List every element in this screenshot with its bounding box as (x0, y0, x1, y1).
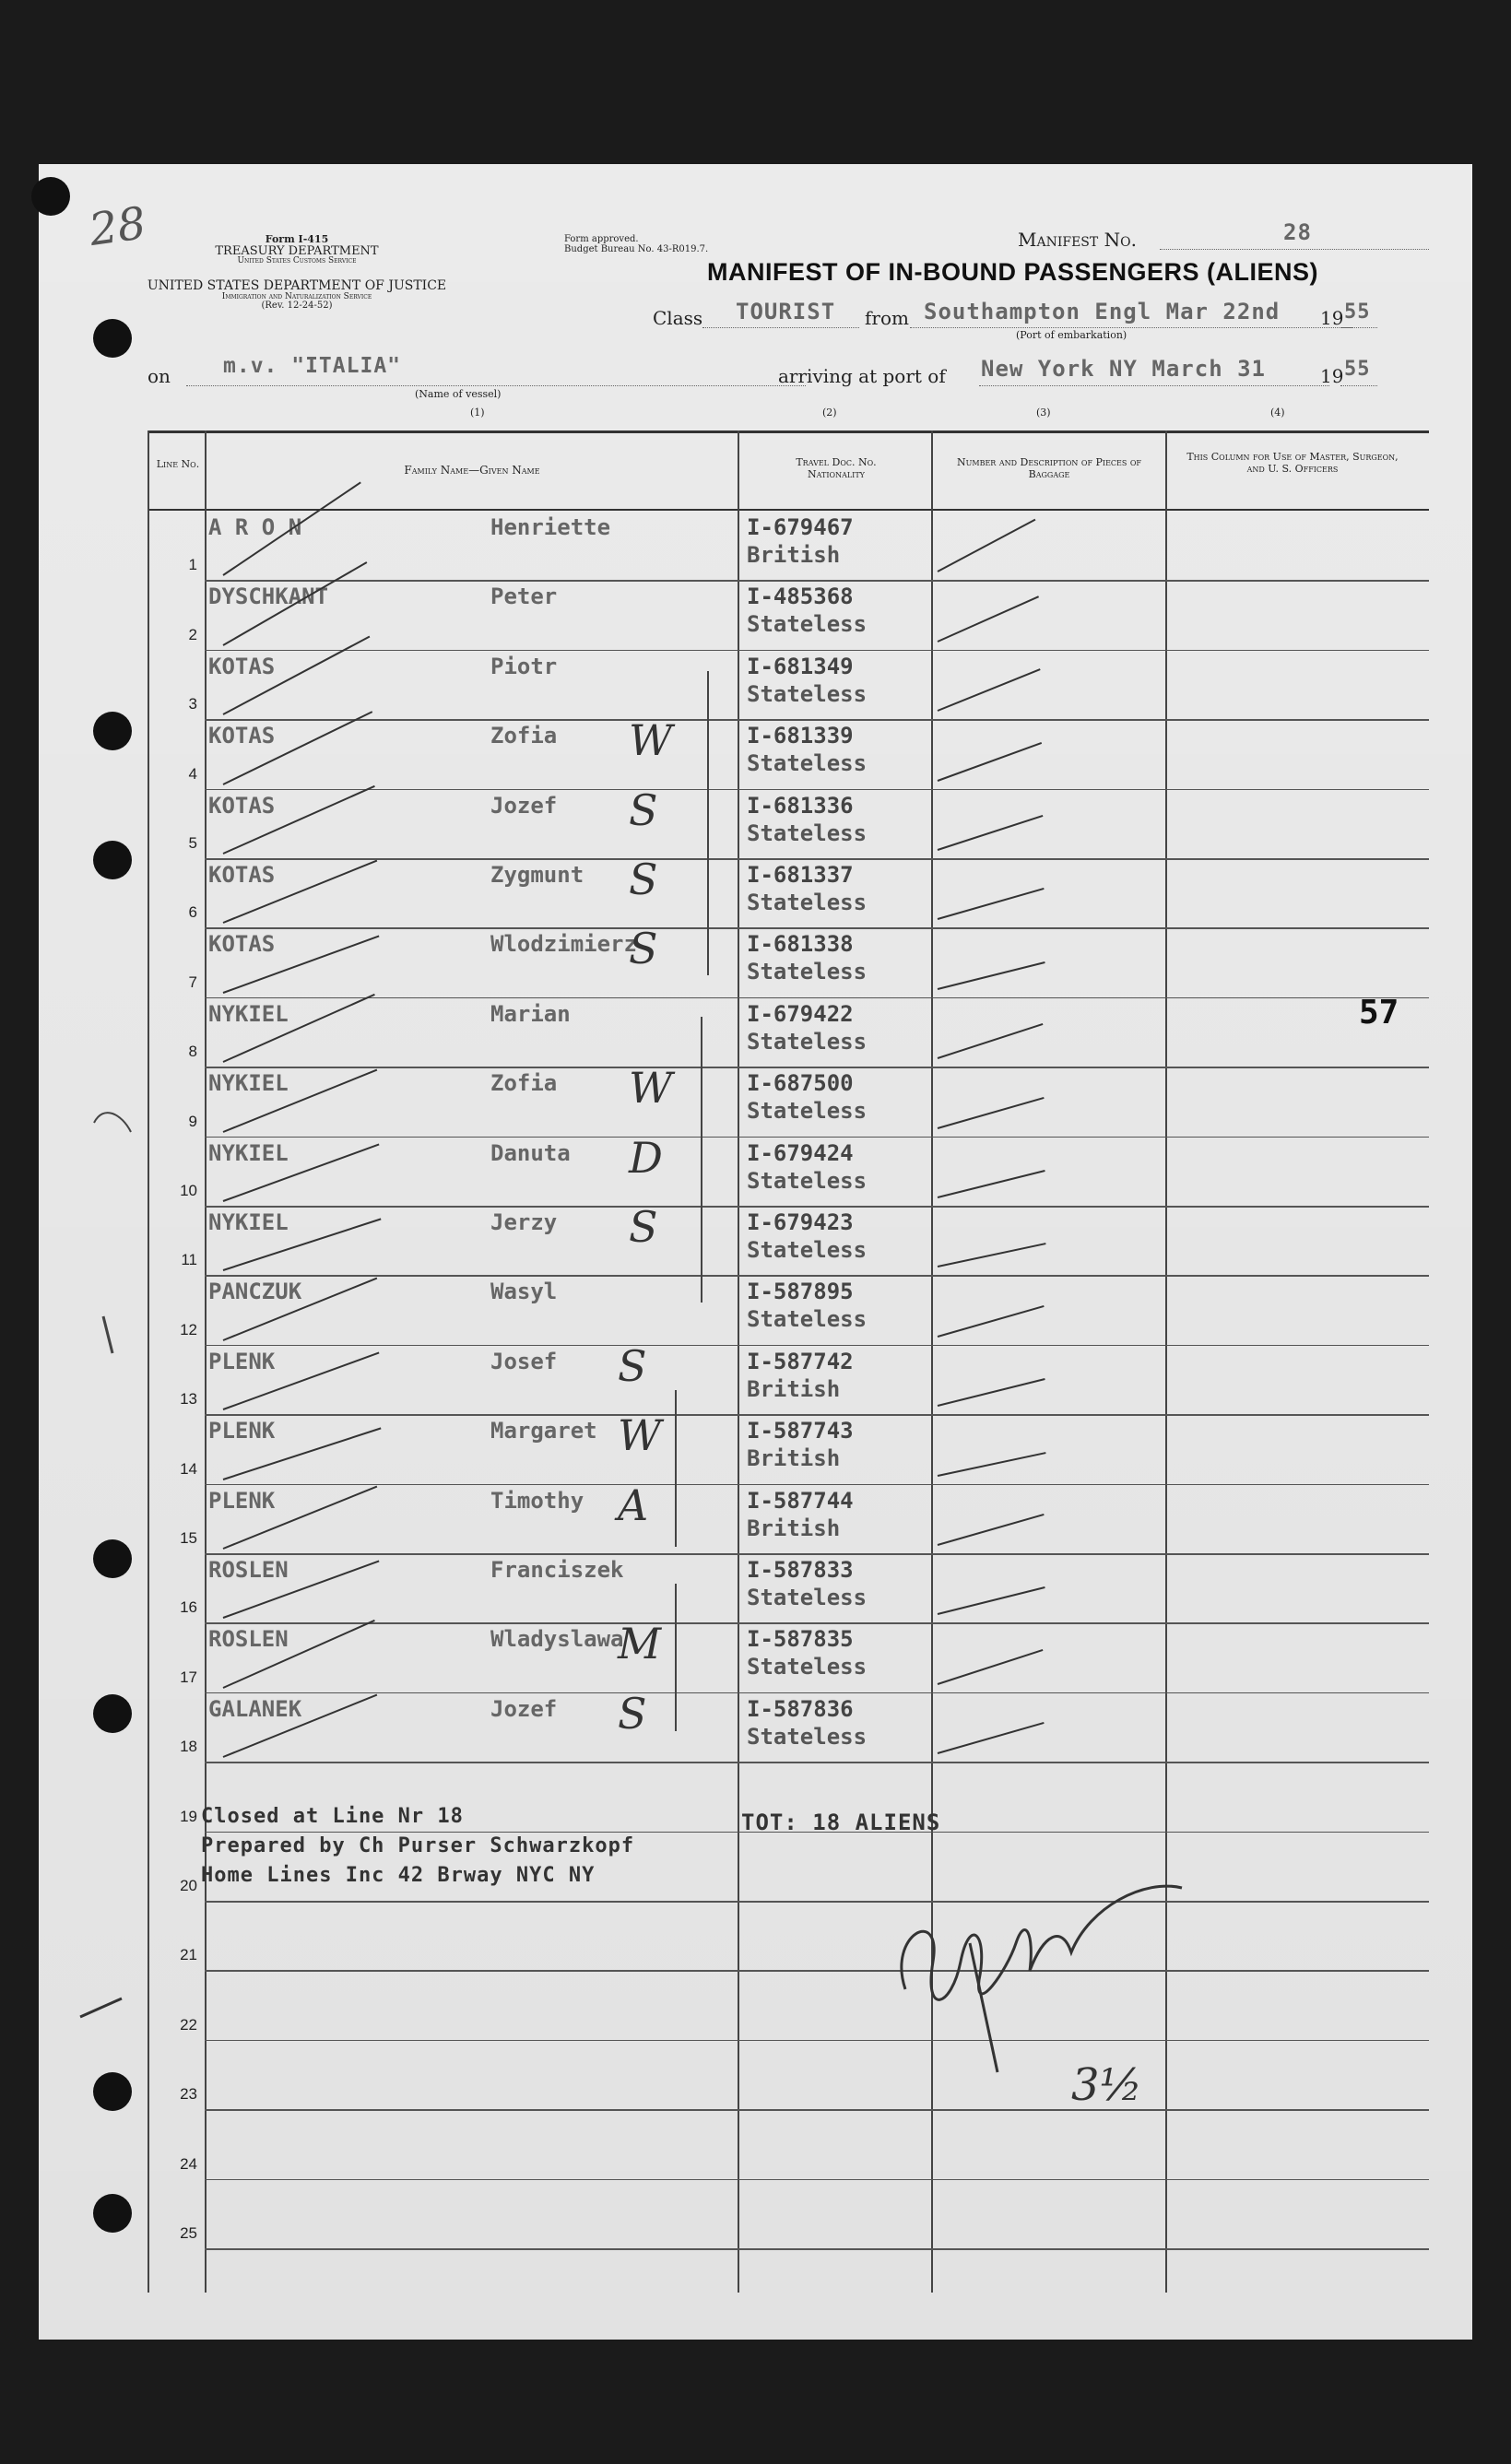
year-underline-2 (1340, 385, 1377, 386)
line-number: 10 (180, 1182, 197, 1199)
baggage-check-mark (938, 595, 1039, 643)
margin-marks (76, 1049, 168, 1418)
initial-mark: S (629, 1202, 658, 1252)
from-value: Southampton Engl Mar 22nd (924, 299, 1281, 324)
form-number: Form I-415 (265, 233, 329, 245)
justice-block (140, 279, 454, 312)
nationality: Stateless (747, 890, 868, 915)
punch-hole (93, 712, 132, 750)
given-name: Jerzy (490, 1209, 558, 1235)
from-label: from (865, 307, 909, 329)
nationality: Stateless (747, 959, 868, 985)
nationality: British (747, 1375, 841, 1402)
punch-hole (93, 319, 132, 358)
travel-doc-number: I-681338 (747, 931, 854, 958)
baggage-check-mark (938, 1097, 1045, 1129)
baggage-check-mark (938, 1305, 1045, 1338)
travel-doc-number: I-679423 (747, 1209, 854, 1235)
header-baggage: Number and Description of Pieces of Baggage (957, 456, 1141, 480)
nationality: Stateless (747, 1723, 868, 1750)
row-rule (205, 1414, 1429, 1416)
vessel-underline (186, 385, 806, 386)
budget-label: Budget Bureau No. 43-R019.7. (564, 244, 709, 254)
punch-hole (93, 841, 132, 879)
given-name: Zygmunt (490, 862, 584, 888)
family-name: ROSLEN (208, 1557, 289, 1583)
baggage-check-mark (938, 1243, 1046, 1267)
baggage-check-mark (938, 519, 1036, 572)
customs-label: United States Customs Service (237, 256, 357, 266)
travel-doc-number: I-679422 (747, 1000, 854, 1027)
given-name: Wasyl (490, 1279, 558, 1305)
baggage-check-mark (938, 1649, 1044, 1685)
family-name: NYKIEL (208, 1139, 289, 1166)
given-name: Jozef (490, 792, 558, 819)
closing-line-1: Closed at Line Nr 18 (201, 1805, 464, 1828)
line-number: 19 (180, 1807, 197, 1825)
family-name: PANCZUK (208, 1279, 302, 1305)
header-line-no: Line No. (156, 458, 200, 470)
from-underline (910, 327, 1352, 328)
row-rule (205, 997, 1429, 999)
class-label: Class (653, 307, 703, 329)
justice-label: UNITED STATES DEPARTMENT OF JUSTICE (147, 278, 447, 293)
family-name: KOTAS (208, 931, 276, 958)
row-rule (205, 2248, 1429, 2250)
given-name: Josef (490, 1348, 558, 1374)
baggage-check-mark (938, 888, 1045, 920)
travel-doc-number: I-681337 (747, 862, 854, 888)
fraction-annotation: 3½ (1071, 2059, 1143, 2109)
col-num-4: (4) (1270, 407, 1285, 419)
group-bracket (675, 1390, 677, 1547)
header-name: Family Name—Given Name (404, 464, 540, 477)
travel-doc-number: I-587833 (747, 1557, 854, 1583)
vessel-value: m.v. "ITALIA" (223, 354, 402, 378)
side-number: 57 (1359, 994, 1399, 1032)
nationality: Stateless (747, 750, 868, 777)
year-value-1: 55 (1344, 301, 1371, 324)
treasury-label: TREASURY DEPARTMENT (215, 243, 379, 258)
line-number: 22 (180, 2015, 197, 2034)
baggage-check-mark (938, 1722, 1045, 1754)
line-number: 24 (180, 2154, 197, 2173)
header-officers: This Column for Use of Master, Surgeon, and U. S. Officers (1186, 451, 1399, 475)
approved-label: Form approved. (564, 234, 639, 244)
travel-doc-number: I-587742 (747, 1348, 854, 1374)
row-rule (205, 1970, 1429, 1972)
row-rule (205, 858, 1429, 860)
given-name: Peter (490, 584, 558, 610)
line-number: 25 (180, 2224, 197, 2242)
row-rule (205, 1901, 1429, 1903)
baggage-check-mark (938, 1170, 1045, 1198)
baggage-check-mark (938, 742, 1042, 782)
family-name: ROSLEN (208, 1626, 289, 1653)
initial-mark: W (618, 1410, 662, 1461)
family-name: PLENK (208, 1348, 276, 1374)
nationality: Stateless (747, 1098, 868, 1125)
vessel-caption: (Name of vessel) (415, 388, 502, 400)
header-bottom-border (148, 509, 1429, 511)
line-number: 6 (188, 903, 197, 922)
initial-mark: S (629, 784, 658, 835)
manifest-no-underline (1160, 249, 1429, 250)
group-bracket (701, 1017, 702, 1303)
punch-hole (93, 2072, 132, 2111)
row-rule (205, 1762, 1429, 1763)
arrival-underline (979, 385, 1329, 386)
punch-hole (93, 1539, 132, 1578)
given-name: Wlodzimierz (490, 931, 637, 958)
initial-mark: A (618, 1480, 649, 1530)
given-name: Marian (490, 1000, 571, 1027)
travel-doc-number: I-485368 (747, 584, 854, 610)
travel-doc-number: I-681336 (747, 792, 854, 819)
nationality: Stateless (747, 680, 868, 707)
col-num-1: (1) (470, 407, 485, 419)
given-name: Franciszek (490, 1557, 624, 1583)
row-rule (205, 580, 1429, 582)
nationality: Stateless (747, 1237, 868, 1263)
row-rule (205, 2179, 1429, 2181)
nationality: British (747, 1515, 841, 1541)
line-number: 17 (180, 1668, 197, 1686)
line-number: 8 (188, 1043, 197, 1061)
nationality: Stateless (747, 1654, 868, 1680)
baggage-check-mark (938, 1023, 1044, 1059)
manifest-no-label: Manifest No. (1018, 229, 1137, 251)
family-name: NYKIEL (208, 1209, 289, 1235)
line-number: 13 (180, 1390, 197, 1409)
given-name: Piotr (490, 653, 558, 679)
family-name: DYSCHKANT (208, 584, 329, 610)
nationality: British (747, 542, 841, 568)
line-number: 20 (180, 1877, 197, 1894)
nationality: Stateless (747, 1167, 868, 1194)
year-prefix-2: 19 (1320, 365, 1344, 387)
group-bracket (707, 671, 709, 975)
nationality: Stateless (747, 1306, 868, 1333)
travel-doc-number: I-587895 (747, 1279, 854, 1305)
form-block (140, 234, 454, 266)
punch-hole (93, 1694, 132, 1733)
signature-scrawl (868, 1796, 1200, 2109)
line-number: 16 (180, 1598, 197, 1617)
row-rule (205, 1275, 1429, 1277)
line-number: 9 (188, 1112, 197, 1130)
family-name: KOTAS (208, 723, 276, 749)
given-name: Timothy (490, 1487, 584, 1514)
class-underline (702, 327, 859, 328)
baggage-check-mark (938, 1586, 1045, 1615)
initial-mark: W (629, 715, 673, 766)
family-name: GALANEK (208, 1695, 302, 1722)
family-name: KOTAS (208, 653, 276, 679)
travel-doc-number: I-681349 (747, 653, 854, 679)
family-name: NYKIEL (208, 1000, 289, 1027)
row-rule (205, 1345, 1429, 1347)
col-num-3: (3) (1036, 407, 1051, 419)
line-number: 18 (180, 1738, 197, 1756)
page-title: MANIFEST OF IN-BOUND PASSENGERS (ALIENS) (707, 258, 1319, 286)
initial-mark: M (618, 1619, 662, 1669)
line-number: 4 (188, 764, 197, 783)
revision-label: (Rev. 12-24-52) (261, 301, 333, 312)
baggage-check-mark (938, 815, 1044, 851)
baggage-check-mark (938, 961, 1045, 990)
closing-line-2: Prepared by Ch Purser Schwarzkopf (201, 1834, 635, 1857)
travel-doc-number: I-587835 (747, 1626, 854, 1653)
row-rule (205, 927, 1429, 929)
ins-label: Immigration and Naturalization Service (221, 291, 372, 301)
baggage-check-mark (938, 668, 1041, 712)
year-prefix-1: 19 (1320, 307, 1344, 329)
baggage-check-mark (938, 1378, 1045, 1407)
given-name: Zofia (490, 723, 558, 749)
given-name: Wladyslawa (490, 1626, 624, 1653)
row-rule (205, 650, 1429, 652)
initial-mark: S (618, 1688, 647, 1739)
nationality: Stateless (747, 819, 868, 846)
row-rule (205, 789, 1429, 791)
row-rule (205, 1622, 1429, 1624)
margin-tick (76, 1989, 131, 2026)
port-caption: (Port of embarkation) (1016, 329, 1127, 341)
baggage-check-mark (938, 1452, 1046, 1477)
initial-mark: W (629, 1063, 673, 1114)
travel-doc-number: I-587744 (747, 1487, 854, 1514)
arrival-value: New York NY March 31 (981, 356, 1266, 382)
travel-doc-number: I-679424 (747, 1139, 854, 1166)
family-name: PLENK (208, 1418, 276, 1444)
row-rule (205, 1484, 1429, 1486)
nationality: Stateless (747, 1585, 868, 1610)
line-number: 5 (188, 834, 197, 852)
row-rule (205, 1067, 1429, 1068)
header-travel-doc: Travel Doc. No. Nationality (796, 456, 877, 480)
row-rule (205, 1553, 1429, 1555)
initial-mark: D (629, 1132, 663, 1183)
initial-mark: S (618, 1340, 647, 1391)
initial-mark: S (629, 855, 658, 904)
line-number: 15 (180, 1529, 197, 1547)
travel-doc-number: I-679467 (747, 514, 854, 540)
line-number: 14 (180, 1459, 197, 1478)
given-name: Margaret (490, 1418, 597, 1444)
row-rule (205, 2040, 1429, 2042)
line-number: 12 (180, 1320, 197, 1338)
travel-doc-number: I-681339 (747, 723, 854, 749)
manifest-no-value: 28 (1283, 219, 1312, 245)
travel-doc-number: I-587743 (747, 1418, 854, 1444)
group-bracket (675, 1584, 677, 1731)
manifest-page (39, 164, 1472, 2340)
line-number: 7 (188, 973, 197, 991)
given-name: Henriette (490, 514, 611, 540)
arriving-label: arriving at port of (778, 365, 946, 387)
family-name: NYKIEL (208, 1070, 289, 1097)
col-num-2: (2) (822, 407, 837, 419)
nationality: Stateless (747, 1028, 868, 1055)
name-divider (738, 430, 739, 2293)
line-number: 1 (188, 556, 197, 574)
travel-doc-number: I-687500 (747, 1070, 854, 1097)
table-top-border (148, 430, 1429, 433)
given-name: Zofia (490, 1070, 558, 1097)
row-rule (205, 1137, 1429, 1138)
line-no-divider (205, 430, 207, 2293)
line-number: 2 (188, 625, 197, 643)
initial-mark: S (629, 924, 658, 974)
family-name: PLENK (208, 1487, 276, 1514)
line-number: 3 (188, 695, 197, 713)
class-value: TOURIST (736, 299, 836, 324)
line-number: 11 (181, 1251, 197, 1269)
line-number: 23 (180, 2085, 197, 2104)
year-underline-1 (1340, 327, 1377, 328)
punch-hole (31, 177, 70, 216)
row-rule (205, 719, 1429, 721)
family-name: KOTAS (208, 862, 276, 888)
given-name: Danuta (490, 1139, 571, 1166)
closing-line-3: Home Lines Inc 42 Brway NYC NY (201, 1864, 596, 1887)
on-label: on (148, 365, 171, 387)
given-name: Jozef (490, 1695, 558, 1722)
nationality: Stateless (747, 611, 868, 638)
year-value-2: 55 (1344, 358, 1371, 381)
row-rule (205, 1692, 1429, 1694)
travel-doc-number: I-587836 (747, 1695, 854, 1722)
total-aliens: TOT: 18 ALIENS (741, 1810, 941, 1835)
nationality: British (747, 1445, 841, 1472)
baggage-check-mark (938, 1514, 1045, 1546)
line-number: 21 (180, 1946, 197, 1964)
punch-hole (93, 2194, 132, 2233)
family-name: KOTAS (208, 792, 276, 819)
row-rule (205, 1206, 1429, 1208)
row-rule (205, 2109, 1429, 2111)
corner-page-number: 28 (86, 197, 149, 256)
family-name: A R O N (208, 514, 302, 540)
approval-block (564, 234, 708, 254)
